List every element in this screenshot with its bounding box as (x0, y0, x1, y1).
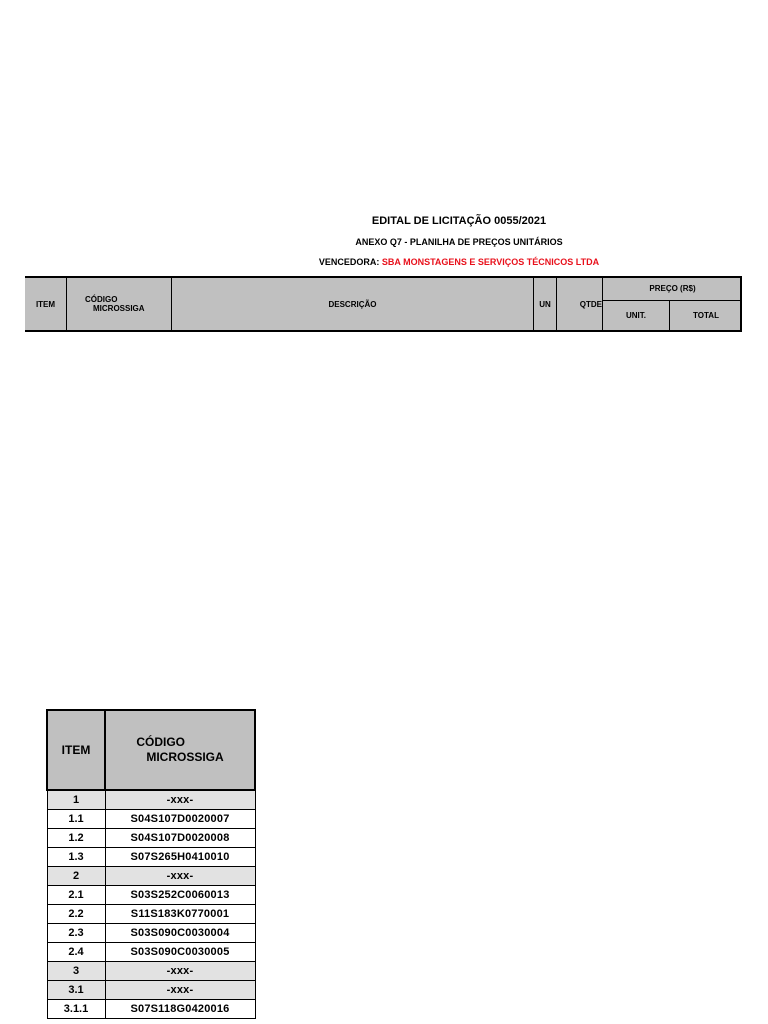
table-row (47, 905, 255, 924)
col-un: UN (539, 299, 551, 309)
table-row (47, 829, 255, 848)
code-col-code-line2: MICROSSIGA (146, 749, 224, 764)
document-subtitle: ANEXO Q7 - PLANILHA DE PREÇOS UNITÁRIOS (355, 237, 563, 247)
row-code: S03S090C0030004 (105, 924, 255, 943)
row-item: 1.2 (47, 829, 105, 848)
code-col-code-line1: CÓDIGO (136, 734, 185, 749)
row-item: 3.1.1 (47, 1000, 105, 1019)
winner-line (75, 257, 768, 267)
row-code: S03S252C0060013 (105, 886, 255, 905)
code-table (46, 709, 256, 1019)
winner-label: VENCEDORA: (318, 257, 380, 267)
row-code: -xxx- (105, 962, 255, 981)
col-code (67, 278, 171, 330)
col-total: TOTAL (693, 311, 719, 320)
code-col-item: ITEM (47, 710, 105, 790)
col-qtde: QTDE (579, 299, 602, 309)
row-code: S04S107D0020008 (105, 829, 255, 848)
col-description: DESCRIÇÃO (328, 299, 377, 309)
row-item: 3 (47, 962, 105, 981)
winner-name: SBA MONSTAGENS E SERVIÇOS TÉCNICOS LTDA (381, 257, 600, 267)
row-code: S04S107D0020007 (105, 810, 255, 829)
row-item: 2.4 (47, 943, 105, 962)
table-row (47, 848, 255, 867)
table-row (47, 790, 255, 810)
row-code: S07S118G0420016 (105, 1000, 255, 1019)
col-unit: UNIT. (626, 311, 646, 320)
col-price: PREÇO (R$) (649, 283, 696, 293)
row-code: -xxx- (105, 790, 255, 810)
table-row (47, 981, 255, 1000)
row-item: 1.3 (47, 848, 105, 867)
row-item: 2 (47, 867, 105, 886)
col-code-line1: CÓDIGO (85, 295, 118, 304)
row-item: 1 (47, 790, 105, 810)
row-code: S03S090C0030005 (105, 943, 255, 962)
code-col-code (105, 710, 255, 790)
row-code: S11S183K0770001 (105, 905, 255, 924)
table-row (47, 810, 255, 829)
row-item: 2.1 (47, 886, 105, 905)
row-code: -xxx- (105, 981, 255, 1000)
row-code: S07S265H0410010 (105, 848, 255, 867)
table-row (47, 1000, 255, 1019)
row-item: 1.1 (47, 810, 105, 829)
table-row (47, 886, 255, 905)
table-row (47, 867, 255, 886)
table-row (47, 962, 255, 981)
table-row (47, 943, 255, 962)
code-table-header (47, 710, 255, 790)
row-item: 2.3 (47, 924, 105, 943)
col-code-line2: MICROSSIGA (93, 304, 145, 313)
col-item: ITEM (35, 299, 56, 309)
row-item: 2.2 (47, 905, 105, 924)
document-title: EDITAL DE LICITAÇÃO 0055/2021 (371, 215, 547, 227)
row-item: 3.1 (47, 981, 105, 1000)
row-code: -xxx- (105, 867, 255, 886)
table-row (47, 924, 255, 943)
price-table-header (25, 276, 742, 332)
